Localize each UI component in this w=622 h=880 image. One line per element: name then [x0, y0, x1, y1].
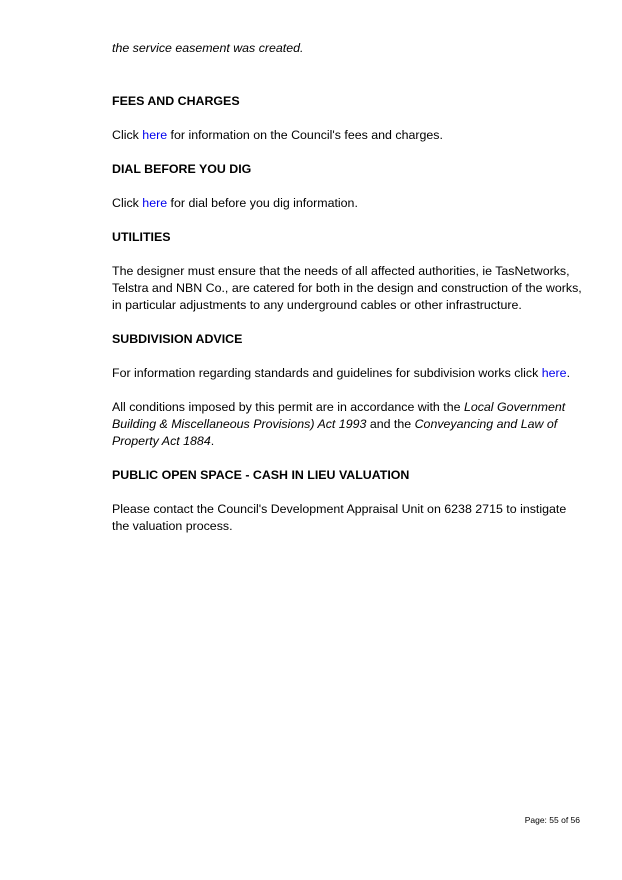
open-space-paragraph — [112, 501, 582, 535]
subdivision-suffix: . — [566, 366, 571, 380]
act1-title-line-2: Building & Miscellaneous Provisions) Act 1993 — [112, 417, 367, 431]
conditions-mid: and the — [366, 417, 415, 431]
utilities-paragraph — [112, 263, 582, 314]
fees-here-link[interactable]: here — [142, 128, 168, 142]
act2-title-part-1: Conveyancing and Law of — [414, 417, 558, 431]
dial-suffix: for dial before you dig information. — [167, 196, 358, 210]
utilities-heading: UTILITIES — [112, 230, 171, 244]
dial-heading: DIAL BEFORE YOU DIG — [112, 162, 252, 176]
open-space-line-2: the valuation process. — [112, 519, 233, 533]
utilities-line-1: The designer must ensure that the needs of all affected authorities, ie TasNetworks, — [112, 264, 570, 278]
dial-here-link[interactable]: here — [142, 196, 168, 210]
utilities-line-2: Telstra and NBN Co., are catered for both in the design and construction of the works, — [112, 281, 582, 295]
act2-title-part-2: Property Act 1884 — [112, 434, 211, 448]
fees-heading: FEES AND CHARGES — [112, 94, 240, 108]
fees-prefix: Click — [112, 128, 143, 142]
dial-prefix: Click — [112, 196, 143, 210]
conditions-end: . — [210, 434, 215, 448]
conditions-paragraph — [112, 399, 582, 450]
intro-text: the service easement was created. — [112, 41, 304, 55]
page-content — [112, 40, 582, 535]
act1-title-line-1: Local Government — [463, 400, 566, 414]
fees-paragraph — [112, 127, 582, 144]
dial-paragraph — [112, 195, 582, 212]
utilities-line-3: in particular adjustments to any underground cables or other infrastructure. — [112, 298, 522, 312]
subdivision-here-link[interactable]: here — [541, 366, 567, 380]
open-space-line-1: Please contact the Council's Development Appraisal Unit on 6238 2715 to instigate — [112, 502, 567, 516]
page-number: Page: 55 of 56 — [524, 815, 580, 825]
conditions-prefix: All conditions imposed by this permit are in accordance with the — [112, 400, 464, 414]
subdivision-heading: SUBDIVISION ADVICE — [112, 332, 243, 346]
subdivision-paragraph — [112, 365, 582, 382]
open-space-heading: PUBLIC OPEN SPACE - CASH IN LIEU VALUATION — [112, 468, 410, 482]
fees-suffix: for information on the Council's fees and charges. — [167, 128, 443, 142]
subdivision-prefix: For information regarding standards and guidelines for subdivision works click — [112, 366, 542, 380]
